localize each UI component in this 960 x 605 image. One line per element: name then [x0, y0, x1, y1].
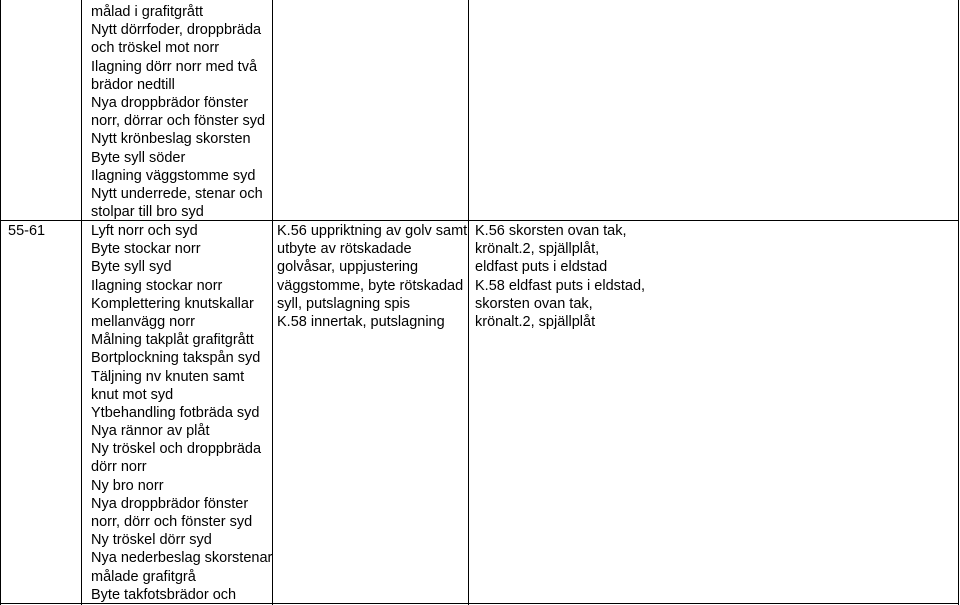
notes-line: syll, putslagning spis [277, 295, 410, 312]
work-line: norr, dörrar och fönster syd [91, 113, 266, 130]
remarks-line: K.58 eldfast puts i eldstad, [475, 277, 646, 294]
work-line: Nya nederbeslag skorstenar [91, 550, 273, 567]
work-line: Ny tröskel och droppbräda [91, 441, 262, 458]
notes-line: K.56 uppriktning av golv samt [277, 223, 468, 239]
remarks-line: krönalt.2, spjällplåt [475, 313, 596, 330]
notes-line: väggstomme, byte rötskadad [277, 277, 464, 294]
work-line: Ny tröskel dörr syd [91, 532, 212, 549]
work-line: Byte syll söder [91, 149, 186, 166]
column-divider [958, 0, 959, 605]
work-line: Nytt dörrfoder, droppbräda [91, 22, 262, 39]
row2-notes-cell [277, 222, 467, 331]
work-line: mellanvägg norr [91, 313, 195, 330]
notes-line: utbyte av rötskadade [277, 241, 412, 258]
work-line: Byte stockar norr [91, 241, 201, 258]
work-line: och tröskel mot norr [91, 40, 220, 57]
remarks-line: krönalt.2, spjällplåt, [475, 241, 600, 258]
work-line: Nya droppbrädor fönster [91, 94, 249, 111]
work-line: brädor nedtill [91, 76, 175, 93]
work-line: Ytbehandling fotbräda syd [91, 404, 260, 421]
work-line: Ilagning stockar norr [91, 277, 223, 294]
work-line: Ilagning dörr norr med två [91, 58, 258, 75]
remarks-line: eldfast puts i eldstad [475, 259, 608, 276]
remarks-line: skorsten ovan tak, [475, 295, 593, 312]
work-line: Nytt krönbeslag skorsten [91, 131, 251, 148]
work-line: Målning takplåt grafitgrått [91, 332, 254, 349]
row2-id-cell [8, 222, 45, 240]
row1-work-cell [91, 3, 265, 221]
row2-remarks-cell [475, 222, 645, 331]
row2-work-cell [91, 222, 272, 604]
remarks-line: K.56 skorsten ovan tak, [475, 223, 627, 239]
work-line: målade grafitgrå [91, 568, 196, 585]
work-line: Ilagning väggstomme syd [91, 167, 256, 184]
column-divider [81, 0, 82, 605]
work-line: Ny bro norr [91, 477, 164, 494]
work-line: stolpar till bro syd [91, 204, 204, 221]
work-line: Lyft norr och syd [91, 223, 198, 239]
notes-line: K.58 innertak, putslagning [277, 313, 445, 330]
column-divider [468, 0, 469, 605]
work-line: Bortplockning takspån syd [91, 350, 261, 367]
work-line: Nya droppbrädor fönster [91, 495, 249, 512]
column-divider [0, 0, 1, 605]
work-line: norr, dörr och fönster syd [91, 514, 253, 530]
work-line: Nya rännor av plåt [91, 423, 210, 440]
work-line: knut mot syd [91, 386, 174, 403]
work-line: Täljning nv knuten samt [91, 368, 245, 385]
work-line: målad i grafitgrått [91, 4, 204, 20]
notes-line: golvåsar, uppjustering [277, 259, 419, 276]
row2-id: 55-61 [8, 223, 46, 239]
work-line: Komplettering knutskallar [91, 295, 254, 312]
work-line: dörr norr [91, 459, 147, 476]
work-line: Byte syll syd [91, 259, 172, 276]
work-line: Byte takfotsbrädor och [91, 586, 237, 603]
work-line: Nytt underrede, stenar och [91, 185, 263, 202]
